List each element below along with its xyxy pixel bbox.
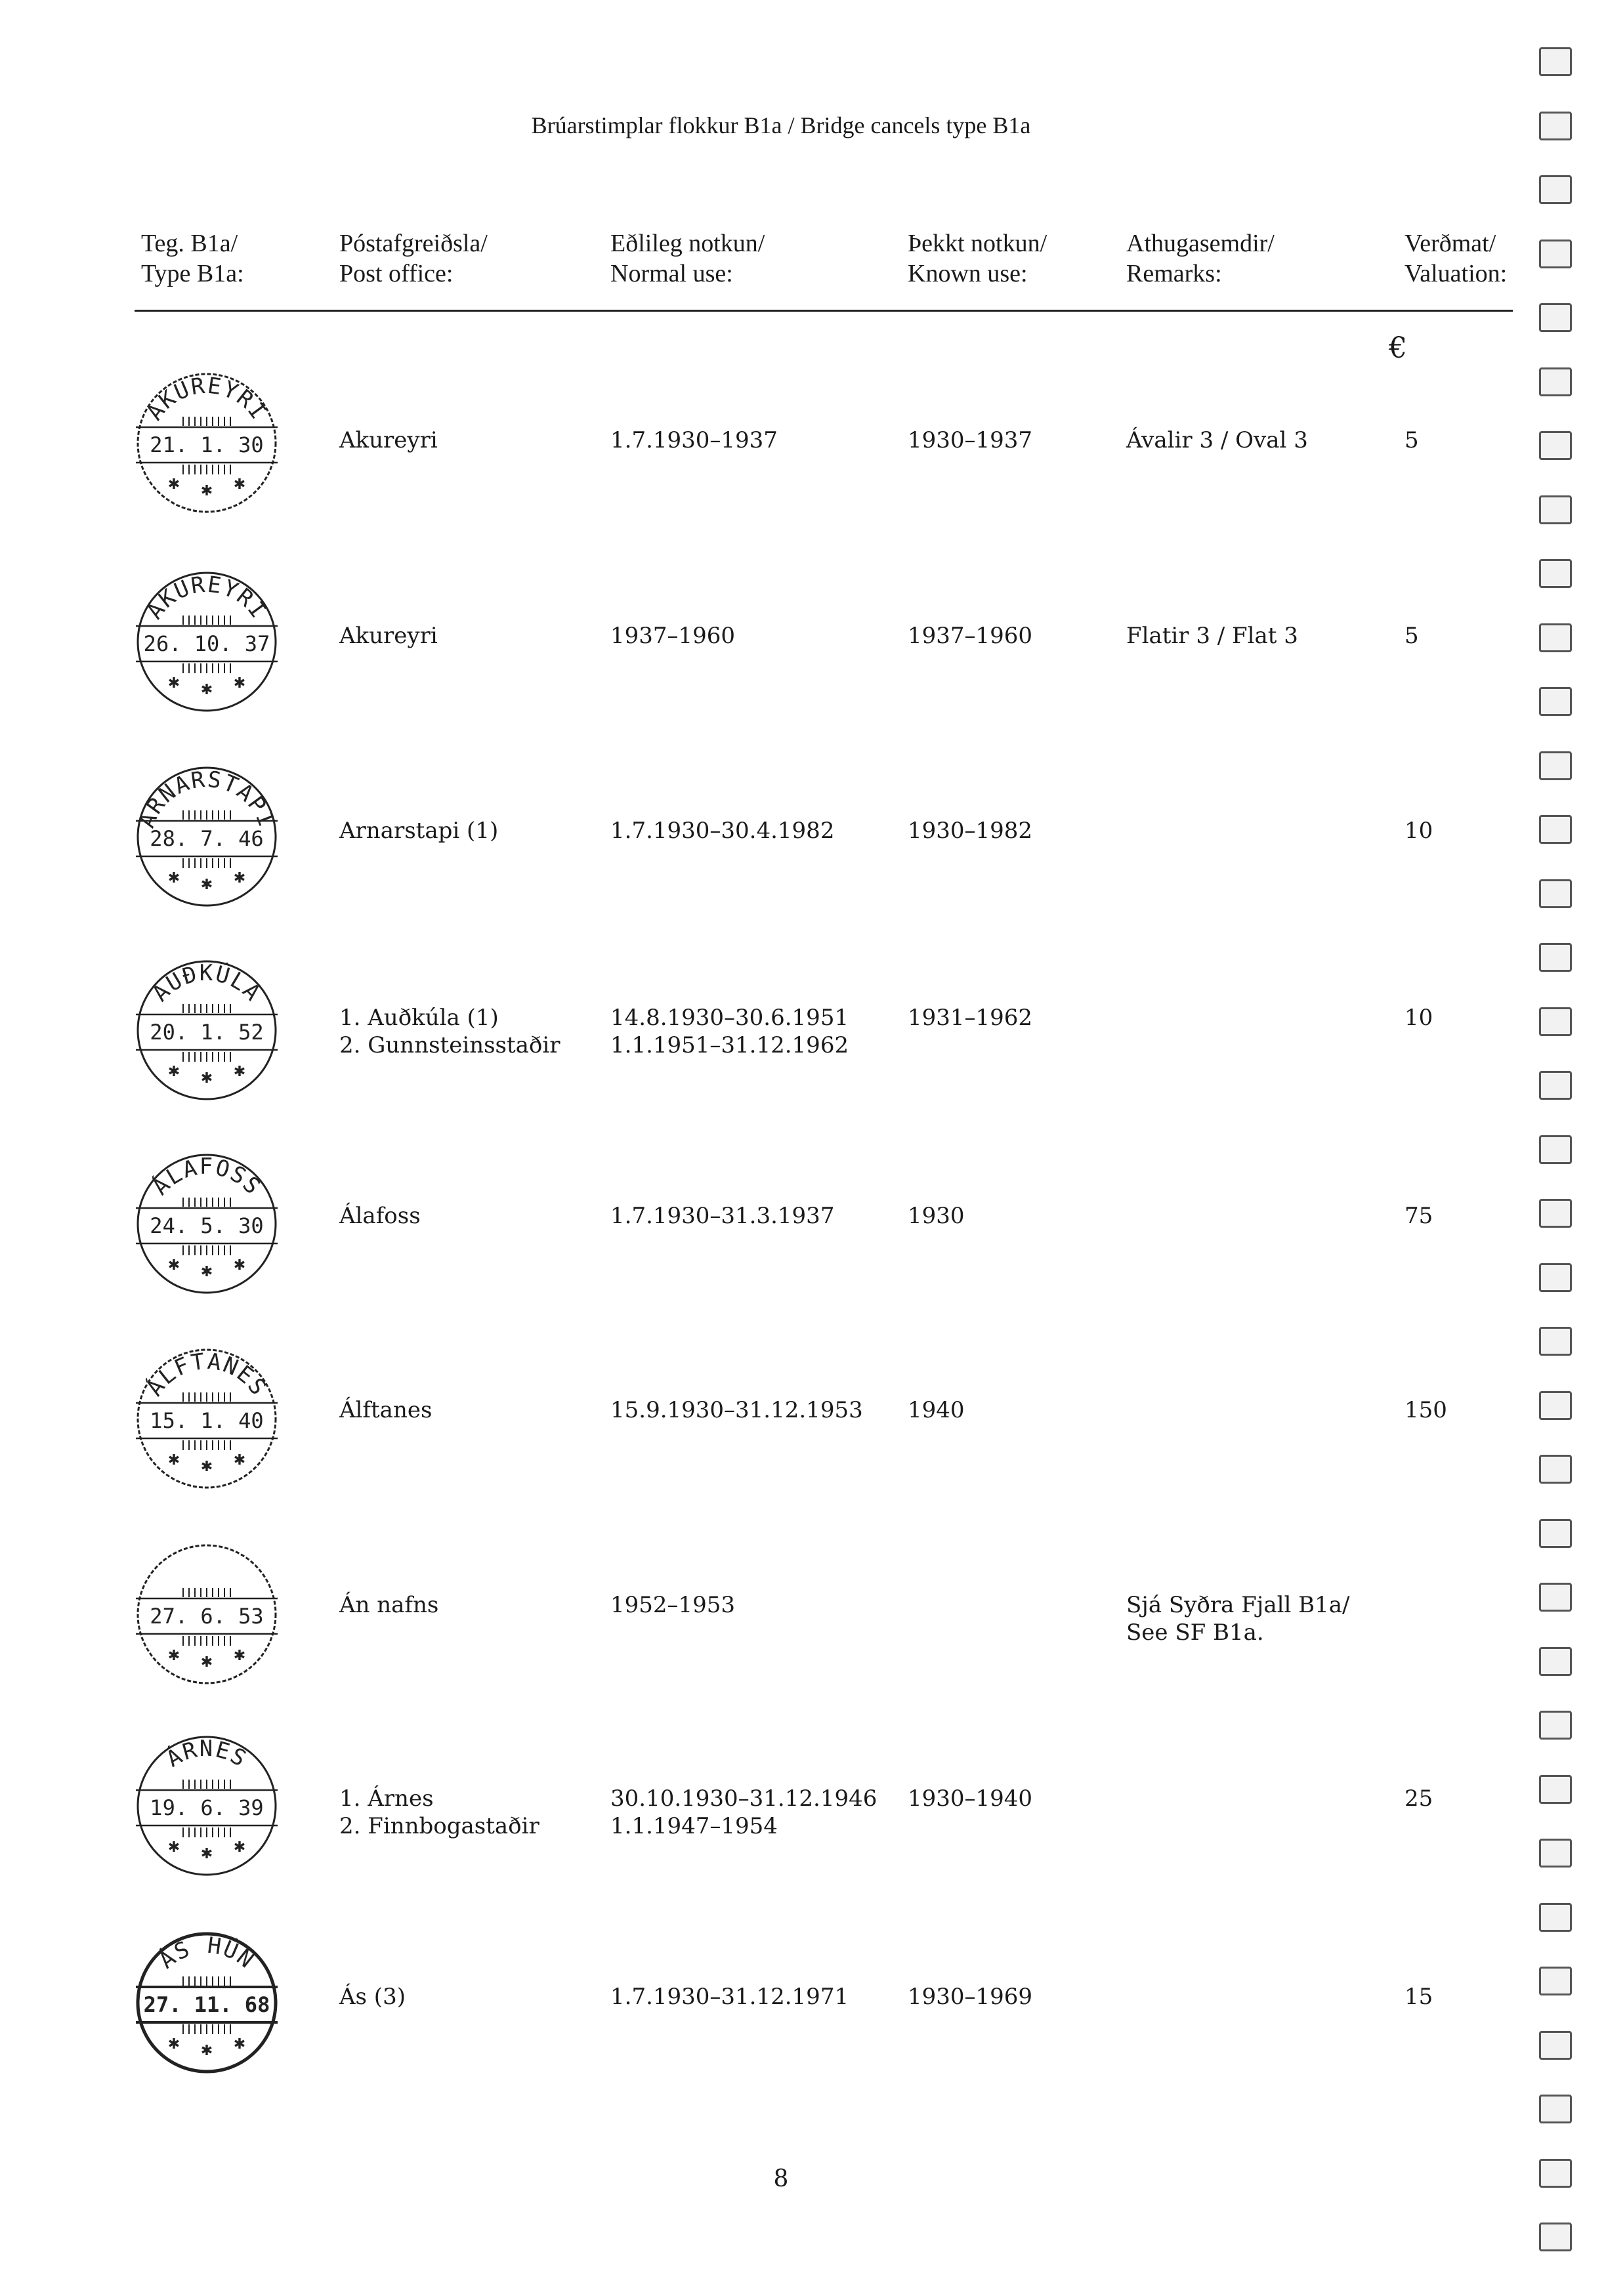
binding-hole xyxy=(1539,559,1572,588)
valuation-cell: 25 xyxy=(1405,1785,1433,1812)
post-office-cell: Akureyri xyxy=(339,623,438,649)
svg-text:26. 10. 37: 26. 10. 37 xyxy=(143,631,270,656)
svg-text:ARNARSTAPI: ARNARSTAPI xyxy=(133,766,280,831)
svg-text:✱: ✱ xyxy=(233,675,246,692)
svg-text:✱: ✱ xyxy=(167,476,180,493)
known-use-cell: 1930–1937 xyxy=(908,427,1033,453)
svg-text:20. 1. 52: 20. 1. 52 xyxy=(150,1020,264,1045)
postmark-stamp xyxy=(128,1924,285,2081)
valuation-cell: 10 xyxy=(1405,1005,1433,1031)
svg-text:✱: ✱ xyxy=(200,1846,213,1862)
svg-text:AKUREYRI: AKUREYRI xyxy=(141,372,272,425)
known-use-cell: 1930–1940 xyxy=(908,1785,1033,1812)
normal-use-cell: 15.9.1930–31.12.1953 xyxy=(610,1397,863,1423)
svg-text:✱: ✱ xyxy=(233,1839,246,1856)
svg-text:✱: ✱ xyxy=(167,1257,180,1274)
postmark-stamp xyxy=(128,951,285,1109)
svg-text:✱: ✱ xyxy=(167,1064,180,1080)
header-normal-use: Eðlileg notkun/ Normal use: xyxy=(610,230,765,287)
svg-text:ÁS HÚN: ÁS HÚN xyxy=(154,1932,260,1974)
svg-text:✱: ✱ xyxy=(233,870,246,887)
valuation-cell: 75 xyxy=(1405,1203,1433,1229)
normal-use-cell: 30.10.1930–31.12.1946 1.1.1947–1954 xyxy=(610,1785,877,1839)
binding-hole xyxy=(1539,1903,1572,1932)
binding-hole xyxy=(1539,623,1572,652)
binding-hole xyxy=(1539,1967,1572,1995)
svg-text:21. 1. 30: 21. 1. 30 xyxy=(150,432,264,457)
valuation-cell: 15 xyxy=(1405,1984,1433,2010)
binding-hole xyxy=(1539,175,1572,204)
remarks-cell: Flatir 3 / Flat 3 xyxy=(1126,623,1298,649)
valuation-cell: 5 xyxy=(1405,623,1419,649)
known-use-cell: 1930 xyxy=(908,1203,965,1229)
binding-hole xyxy=(1539,431,1572,460)
svg-text:24. 5. 30: 24. 5. 30 xyxy=(150,1213,264,1238)
postmark-stamp xyxy=(128,1145,285,1303)
postmark-stamp xyxy=(128,1727,285,1885)
binding-hole xyxy=(1539,1775,1572,1804)
normal-use-cell: 1952–1953 xyxy=(610,1592,736,1618)
binding-hole xyxy=(1539,495,1572,524)
post-office-cell: 1. Auðkúla (1) 2. Gunnsteinsstaðir xyxy=(339,1005,560,1058)
binding-hole xyxy=(1539,1647,1572,1676)
postmark-stamp xyxy=(128,758,285,915)
svg-text:ÁLAFOSS: ÁLAFOSS xyxy=(147,1154,266,1201)
binding-hole xyxy=(1539,1711,1572,1740)
header-remarks: Athugasemdir/ Remarks: xyxy=(1126,230,1275,287)
svg-text:✱: ✱ xyxy=(167,1452,180,1469)
binding-hole xyxy=(1539,1519,1572,1548)
post-office-cell: Ás (3) xyxy=(339,1984,406,2010)
svg-text:✱: ✱ xyxy=(200,682,213,698)
binding-hole xyxy=(1539,1583,1572,1612)
binding-hole xyxy=(1539,240,1572,268)
post-office-cell: Álafoss xyxy=(339,1203,421,1229)
binding-hole xyxy=(1539,1455,1572,1484)
header-type: Teg. B1a/ Type B1a: xyxy=(141,230,244,287)
binding-hole xyxy=(1539,367,1572,396)
postmark-stamp xyxy=(128,1340,285,1497)
binding-hole xyxy=(1539,2095,1572,2123)
normal-use-cell: 1.7.1930–1937 xyxy=(610,427,778,453)
post-office-cell: Álftanes xyxy=(339,1397,433,1423)
valuation-cell: 10 xyxy=(1405,818,1433,844)
header-rule xyxy=(135,310,1513,312)
svg-text:✱: ✱ xyxy=(233,476,246,493)
post-office-cell: 1. Árnes 2. Finnbogastaðir xyxy=(339,1785,539,1839)
header-post-office: Póstafgreiðsla/ Post office: xyxy=(339,230,488,287)
known-use-cell: 1931–1962 xyxy=(908,1005,1033,1031)
svg-text:✱: ✱ xyxy=(200,1654,213,1671)
header-known-use: Þekkt notkun/ Known use: xyxy=(908,230,1047,287)
currency-symbol: € xyxy=(1389,331,1407,365)
known-use-cell: 1930–1982 xyxy=(908,818,1033,844)
known-use-cell: 1937–1960 xyxy=(908,623,1033,649)
svg-text:✱: ✱ xyxy=(167,675,180,692)
binding-hole xyxy=(1539,943,1572,972)
normal-use-cell: 1.7.1930–31.3.1937 xyxy=(610,1203,835,1229)
postmark-stamp xyxy=(128,563,285,720)
binding-hole xyxy=(1539,1839,1572,1868)
svg-text:✱: ✱ xyxy=(233,1452,246,1469)
svg-text:✱: ✱ xyxy=(200,2043,213,2059)
svg-text:✱: ✱ xyxy=(200,1264,213,1280)
binding-hole xyxy=(1539,1327,1572,1356)
binding-hole xyxy=(1539,1263,1572,1292)
binding-hole xyxy=(1539,815,1572,844)
postmark-stamp xyxy=(128,1535,285,1693)
svg-text:✱: ✱ xyxy=(167,1839,180,1856)
binding-hole xyxy=(1539,2031,1572,2060)
svg-text:19. 6. 39: 19. 6. 39 xyxy=(150,1795,264,1820)
remarks-cell: Ávalir 3 / Oval 3 xyxy=(1126,427,1308,453)
svg-text:ÁLFTANES: ÁLFTANES xyxy=(141,1348,272,1401)
binding-hole xyxy=(1539,1391,1572,1420)
binding-hole xyxy=(1539,1007,1572,1036)
page-title: Brúarstimplar flokkur B1a / Bridge cancels type B1a xyxy=(531,112,1031,138)
svg-text:27. 6. 53: 27. 6. 53 xyxy=(150,1604,264,1629)
normal-use-cell: 1.7.1930–31.12.1971 xyxy=(610,1984,849,2010)
binding-hole xyxy=(1539,303,1572,332)
binding-hole xyxy=(1539,2223,1572,2251)
binding-hole xyxy=(1539,879,1572,908)
binding-hole xyxy=(1539,1071,1572,1100)
binding-hole xyxy=(1539,112,1572,140)
svg-text:✱: ✱ xyxy=(167,2036,180,2053)
svg-text:✱: ✱ xyxy=(200,877,213,893)
svg-text:✱: ✱ xyxy=(200,483,213,499)
page-number: 8 xyxy=(773,2165,789,2192)
binding-hole xyxy=(1539,687,1572,716)
svg-text:✱: ✱ xyxy=(233,2036,246,2053)
binding-hole xyxy=(1539,47,1572,76)
normal-use-cell: 1.7.1930–30.4.1982 xyxy=(610,818,835,844)
binding-hole xyxy=(1539,1135,1572,1164)
known-use-cell: 1930–1969 xyxy=(908,1984,1033,2010)
svg-text:15. 1. 40: 15. 1. 40 xyxy=(150,1408,264,1433)
binding-hole xyxy=(1539,1199,1572,1228)
post-office-cell: Án nafns xyxy=(339,1592,439,1618)
normal-use-cell: 1937–1960 xyxy=(610,623,736,649)
remarks-cell: Sjá Syðra Fjall B1a/ See SF B1a. xyxy=(1126,1592,1350,1646)
binding-hole xyxy=(1539,2159,1572,2188)
svg-text:AUÐKÚLA: AUÐKÚLA xyxy=(147,960,266,1007)
post-office-cell: Akureyri xyxy=(339,427,438,453)
binding-hole xyxy=(1539,751,1572,780)
svg-text:✱: ✱ xyxy=(233,1648,246,1664)
valuation-cell: 5 xyxy=(1405,427,1419,453)
svg-text:28. 7. 46: 28. 7. 46 xyxy=(150,826,264,851)
svg-text:✱: ✱ xyxy=(233,1064,246,1080)
svg-text:27. 11. 68: 27. 11. 68 xyxy=(143,1992,270,2017)
header-valuation: Verðmat/ Valuation: xyxy=(1405,230,1508,287)
svg-text:✱: ✱ xyxy=(167,1648,180,1664)
svg-text:✱: ✱ xyxy=(233,1257,246,1274)
svg-text:✱: ✱ xyxy=(167,870,180,887)
svg-text:AKUREYRI: AKUREYRI xyxy=(141,571,272,624)
known-use-cell: 1940 xyxy=(908,1397,965,1423)
svg-text:✱: ✱ xyxy=(200,1459,213,1475)
svg-text:ÁRNES: ÁRNES xyxy=(161,1736,252,1773)
post-office-cell: Arnarstapi (1) xyxy=(339,818,499,844)
svg-text:✱: ✱ xyxy=(200,1070,213,1087)
postmark-stamp xyxy=(128,364,285,522)
valuation-cell: 150 xyxy=(1405,1397,1447,1423)
normal-use-cell: 14.8.1930–30.6.1951 1.1.1951–31.12.1962 xyxy=(610,1005,849,1058)
